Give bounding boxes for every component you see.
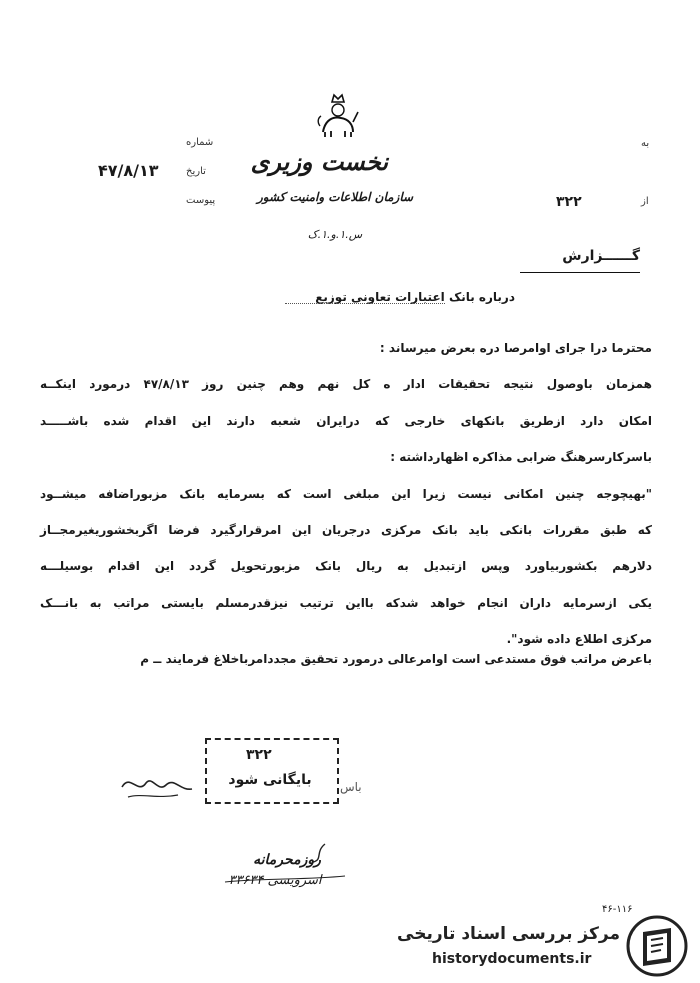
department-title: سازمان اطلاعات وامنیت کشور xyxy=(256,190,414,204)
stamp-side-note: باس xyxy=(340,780,362,794)
date-label: تاریخ xyxy=(186,166,206,177)
page-reference: ۴۶-۱۱۶ xyxy=(602,904,633,915)
stamp-text: بایگانی شود xyxy=(228,772,312,788)
report-body xyxy=(40,330,652,658)
watermark-title: مرکز بررسی اسناد تاریخی xyxy=(397,924,620,944)
from-value: ۳۲۲ xyxy=(556,194,582,210)
signature-line-1: روزمحرمانه xyxy=(253,852,321,868)
body-line: باسرکارسرهنگ ضرابی مذاکره اظهارداشته : xyxy=(390,450,652,465)
watermark-url: historydocuments.ir xyxy=(432,951,592,967)
from-label: از xyxy=(641,196,649,207)
body-line: دلارهم بکشوربیاورد وپس ازتبدیل به ریال بانک مزبورتحویل گردد این اقدام بوسیلـــه xyxy=(40,559,652,574)
department-code: س.۱.و.۱.ک xyxy=(307,228,363,241)
lion-and-sun-emblem-icon xyxy=(315,92,361,140)
report-subject: درباره بانک اعتبارات تعاونی توزیع xyxy=(315,290,515,304)
date-value: ۴۷/۸/۱۳ xyxy=(98,161,159,180)
body-line: مرکزی اطلاع داده شود". xyxy=(506,632,652,647)
number-label: شماره xyxy=(186,137,214,148)
stamp-number: ۳۲۲ xyxy=(246,747,272,763)
body-line: محترما درا جرای اوامرصا دره بعرض میرساند : xyxy=(379,341,652,355)
report-title: گــــــزارش xyxy=(562,248,640,264)
handwritten-scribble-icon xyxy=(118,765,198,805)
to-label: به xyxy=(641,138,650,149)
organization-title: نخست وزیری xyxy=(250,148,388,176)
body-line: "بهیچوجه چنین امکانی نیست زیرا این مبلغی است که بسرمایه بانک مزبوراضافه میشــود xyxy=(40,486,652,501)
body-line: که طبق مقررات بانکی باید بانک مرکزی درجریان این امرقرارگیرد فرضا اگربخشوریغیرمجــاز xyxy=(40,522,652,537)
signature-line-2: اسرویسی ۳۳۶۳۴ xyxy=(228,873,322,888)
body-line: یکی ازسرمایه داران انجام خواهد شدکه بااین ترتیب نیزقدرمسلم بایستی مراتب به بانـــک xyxy=(40,595,652,610)
body-line: امکان دارد ازطریق بانکهای خارجی که درایران شعبه دارند این اقدام شده باشـــــد xyxy=(40,413,652,428)
archive-stamp xyxy=(205,738,339,804)
report-title-underline xyxy=(520,272,640,273)
body-line: همزمان باوصول نتیجه تحقیقات ادار ه کل نهم وهم چنین روز ۴۷/۸/۱۳ درمورد اینکــه xyxy=(40,377,652,392)
watermark-logo-icon xyxy=(625,914,689,978)
attachment-label: پیوست xyxy=(186,195,216,206)
closing-line: باعرض مراتب فوق مستدعی است اوامرعالی درمورد تحقیق مجددامرباخلاغ فرمایند ــ م xyxy=(140,652,652,666)
subject-dotted-line xyxy=(285,303,445,304)
